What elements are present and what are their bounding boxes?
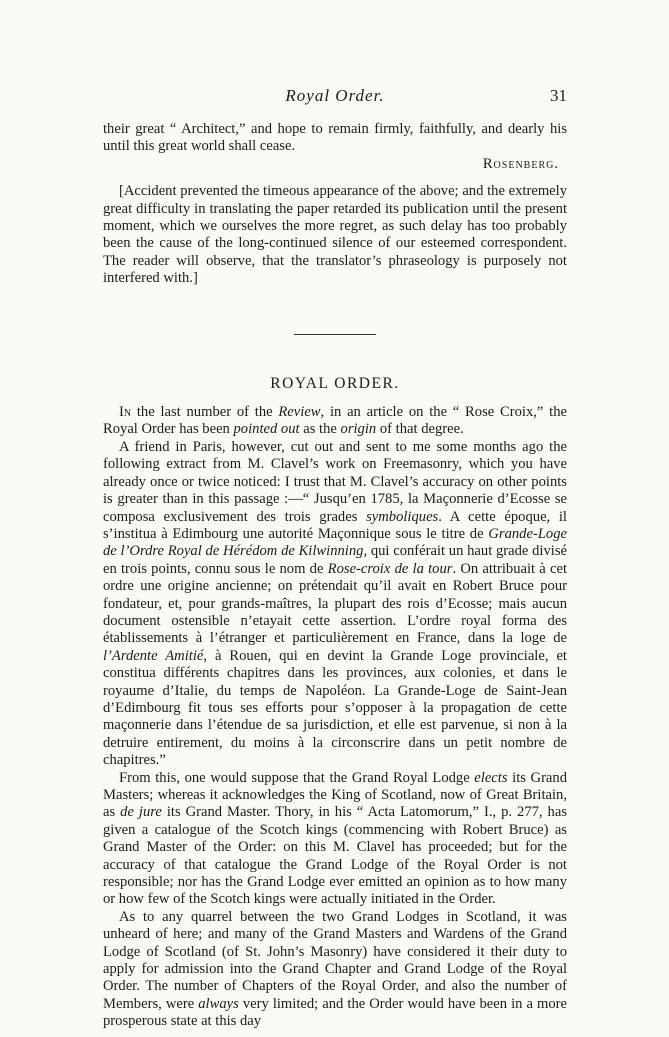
section-divider — [294, 334, 376, 335]
paragraph-4 — [103, 909, 567, 1031]
signature: Rosenberg. — [482, 155, 559, 172]
section-title: ROYAL ORDER. — [270, 374, 400, 392]
emphasis-text: elects — [474, 769, 508, 786]
emphasis-text: origin — [340, 421, 377, 438]
paragraph-3-text: its Grand Masters; whereas it acknowledges the King of Scotland, now of Great Britain, as — [103, 769, 567, 821]
emphasis-text: de jure — [120, 804, 162, 821]
page-number: 31 — [550, 86, 567, 105]
paragraph-3-text: From this, one would suppose that the Grand Royal Lodge — [119, 769, 475, 786]
emphasis-text: Grande-Loge de l’Ordre Royal de Hérédom de Kilwinning — [103, 525, 567, 560]
emphasis-text: pointed out — [233, 421, 300, 438]
editor-note: [Accident prevented the timeous appearance of the above; and the extremely great difficulty in translating the paper retarded its publication until the present moment, which we ourselves the more regret, as such delay has too probably been the cause of the long-continued silence of our esteemed correspondent. The reader will observe, that the translator’s phraseology is purposely not interfered with.] — [103, 183, 567, 287]
emphasis-text: l’Ardente Amitié — [103, 647, 204, 664]
paragraph-2-text: , à Rouen, qui en devint la Grande Loge provinciale, et constitua différents chapitres dans les provinces, aux colonies, et dans le royaume d’Italie, du temps de Napoléon. La Grande-Loge de Saint-Jean d’Edimbourg fit tous ses efforts pour s’opposer à la propagation de cette maçonnerie dans l’étendue de sa jurisdiction, et elle est parvenue, si non à la detruire entirement, du moins à la circonscrire dans un petit nombre de chapitres.” — [103, 647, 567, 769]
paragraph-1-text: as the — [299, 421, 341, 438]
emphasis-text: Rose-croix de la tour — [327, 560, 453, 577]
paragraph-2-text: , qui conférait un haut grade divisé en trois points, connu sous le nom de — [103, 543, 567, 577]
page-body — [103, 121, 567, 1031]
review-title: Review — [278, 404, 321, 421]
paragraph-4-text: As to any quarrel between the two Grand Lodges in Scotland, it was unheard of here; and many of the Grand Masters and Wardens of the Grand Lodge of Scotland (of St. John’s Masonry) have considered it their duty to apply for admission into the Grand Chapter and Grand Lodge of the Royal Order. The number of Chapters of the Royal Order, and also the number of Members, were — [103, 908, 567, 1012]
emphasis-text: always — [198, 995, 239, 1012]
paragraph-3 — [103, 770, 567, 909]
paragraph-2 — [103, 439, 567, 770]
paragraph-1-opening: In — [119, 404, 132, 421]
paragraph-1 — [103, 404, 567, 439]
paragraph-4-text: very limited; and the Order would have been in a more prosperous state at this day — [103, 995, 568, 1030]
paragraph-2-text: . On attribuait à cet ordre une origine ancienne; on prétendait qu’il avait en Robert Bruce pour fondateur, et, pour grands-maîtres, la plupart des rois d’Ecosse; mais aucun document ostensible n’etayait cette assertion. L’ordre royal forma des établissements à l’étranger et particulièrement en France, dans la loge de — [103, 560, 567, 647]
paragraph-2-text: . A cette époque, il s’institua à Edimbourg une autorité Maçonnique sous le titre de — [103, 508, 567, 542]
running-title: Royal Order. — [285, 86, 385, 105]
paragraph-2-text: A friend in Paris, however, cut out and sent to me some months ago the following extract from M. Clavel’s work on Freemasonry, which you have already once or twice noticed: I trust that M. Clavel’s accuracy on other points is greater than in this passage :—“ Jusqu’en 1785, la Maçonnerie d’Ecosse se composa exclusivement des trois grades — [103, 438, 567, 525]
paragraph-1-text: of that degree. — [376, 421, 464, 438]
emphasis-text: symboliques — [366, 508, 439, 525]
letter-closing-text: their great “ Architect,” and hope to remain firmly, faithfully, and dearly his until this great world shall cease. — [103, 121, 567, 155]
page-header — [103, 86, 567, 110]
paragraph-1-text: , in an article on the “ Rose Croix,” the Royal Order has been — [103, 404, 567, 438]
paragraph-1-text: the last number of the — [131, 404, 279, 421]
paragraph-3-text: its Grand Master. Thory, in his “ Acta Latomorum,” I., p. 277, has given a catalogue of the Scotch kings (commencing with Robert Bruce) as Grand Master of the Order: on this M. Clavel has proceeded; but for the accuracy of that catalogue the Grand Lodge of the Royal Order is not responsible; nor has the Grand Lodge ever emitted an opinion as to how many or how few of the Scotch kings were actually initiated in the Order. — [103, 804, 567, 908]
